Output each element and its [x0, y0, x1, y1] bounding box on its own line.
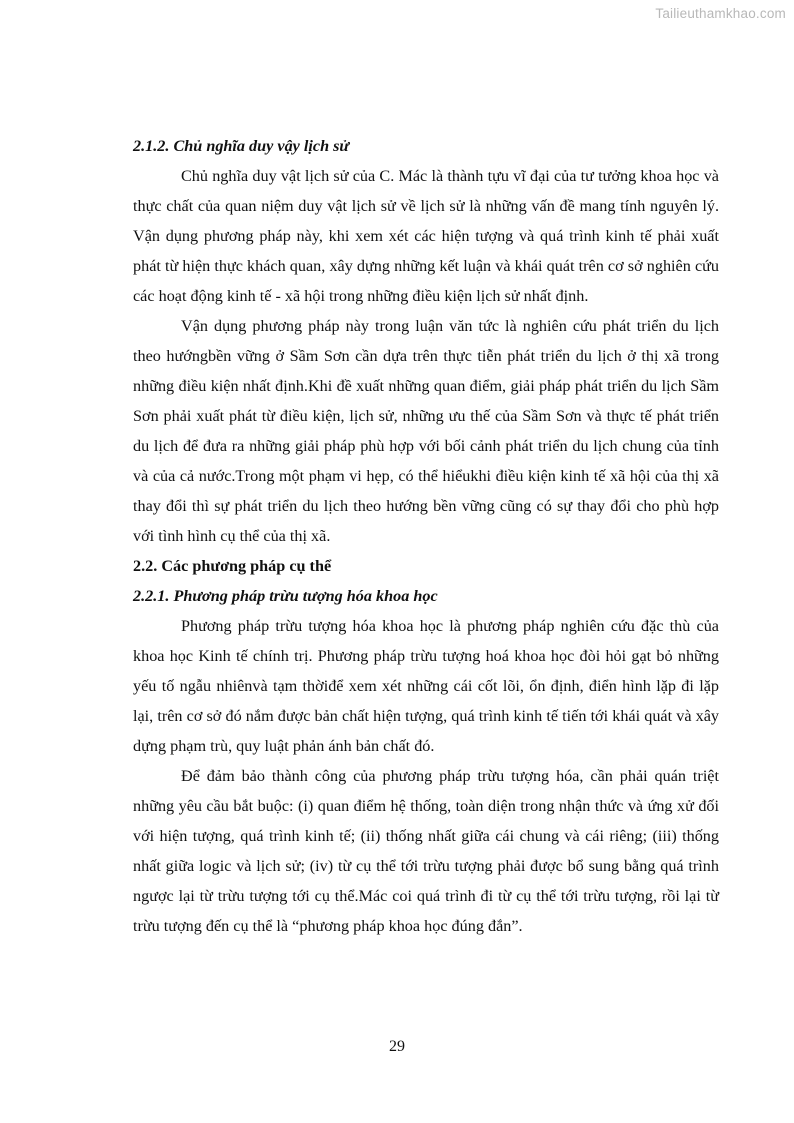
paragraph-1: Chủ nghĩa duy vật lịch sử của C. Mác là thành tựu vĩ đại của tư tưởng khoa học và thực chất của quan niệm duy vật lịch sử về lịch sử là những vấn đề mang tính nguyên lý. Vận dụng phương pháp này, khi xem xét các hiện tượng và quá trình kinh tế phải xuất phát từ hiện thực khách quan, xây dựng những kết luận và khái quát trên cơ sở nghiên cứu các hoạt động kinh tế - xã hội trong những điều kiện lịch sử nhất định. [133, 167, 719, 305]
page-number: 29 [389, 1038, 405, 1055]
heading-2-1-2: 2.1.2. Chủ nghĩa duy vậy lịch sử [133, 137, 350, 155]
document-body [133, 131, 719, 941]
paragraph-4: Để đảm bảo thành công của phương pháp trừu tượng hóa, cần phải quán triệt những yêu cầu bắt buộc: (i) quan điểm hệ thống, toàn diện trong nhận thức và ứng xử đối với hiện tượng, quá trình kinh tế; (ii) thống nhất giữa cái chung và cái riêng; (iii) thống nhất giữa logic và lịch sử; (iv) từ cụ thể tới trừu tượng phải được bổ sung bằng quá trình ngược lại từ trừu tượng tới cụ thể.Mác coi quá trình đi từ cụ thể tới trừu tượng, rồi lại từ trừu tượng đến cụ thể là “phương pháp khoa học đúng đắn”. [133, 767, 719, 935]
heading-2-2: 2.2. Các phương pháp cụ thể [133, 557, 332, 575]
paragraph-3: Phương pháp trừu tượng hóa khoa học là phương pháp nghiên cứu đặc thù của khoa học Kinh tế chính trị. Phương pháp trừu tượng hoá khoa học đòi hỏi gạt bỏ những yếu tố ngẫu nhiênvà tạm thờiđể xem xét những cái cốt lõi, ổn định, điển hình lặp đi lặp lại, trên cơ sở đó nắm được bản chất hiện tượng, quá trình kinh tế tiến tới khái quát và xây dựng phạm trù, quy luật phản ánh bản chất đó. [133, 617, 719, 755]
heading-2-2-1: 2.2.1. Phương pháp trừu tượng hóa khoa học [133, 587, 438, 605]
paragraph-2: Vận dụng phương pháp này trong luận văn tức là nghiên cứu phát triển du lịch theo hướngbền vững ở Sầm Sơn cần dựa trên thực tiễn phát triển du lịch ở thị xã trong những điều kiện nhất định.Khi đề xuất những quan điểm, giải pháp phát triển du lịch Sầm Sơn phải xuất phát từ điều kiện, lịch sử, những ưu thế của Sầm Sơn và thực tế phát triển du lịch để đưa ra những giải pháp phù hợp với bối cảnh phát triển du lịch chung của tỉnh và của cả nước.Trong một phạm vi hẹp, có thể hiểukhi điều kiện kinh tế xã hội của thị xã thay đổi thì sự phát triển du lịch theo hướng bền vững cũng có sự thay đổi cho phù hợp với tình hình cụ thể của thị xã. [133, 317, 719, 545]
watermark: Tailieuthamkhao.com [655, 6, 786, 21]
